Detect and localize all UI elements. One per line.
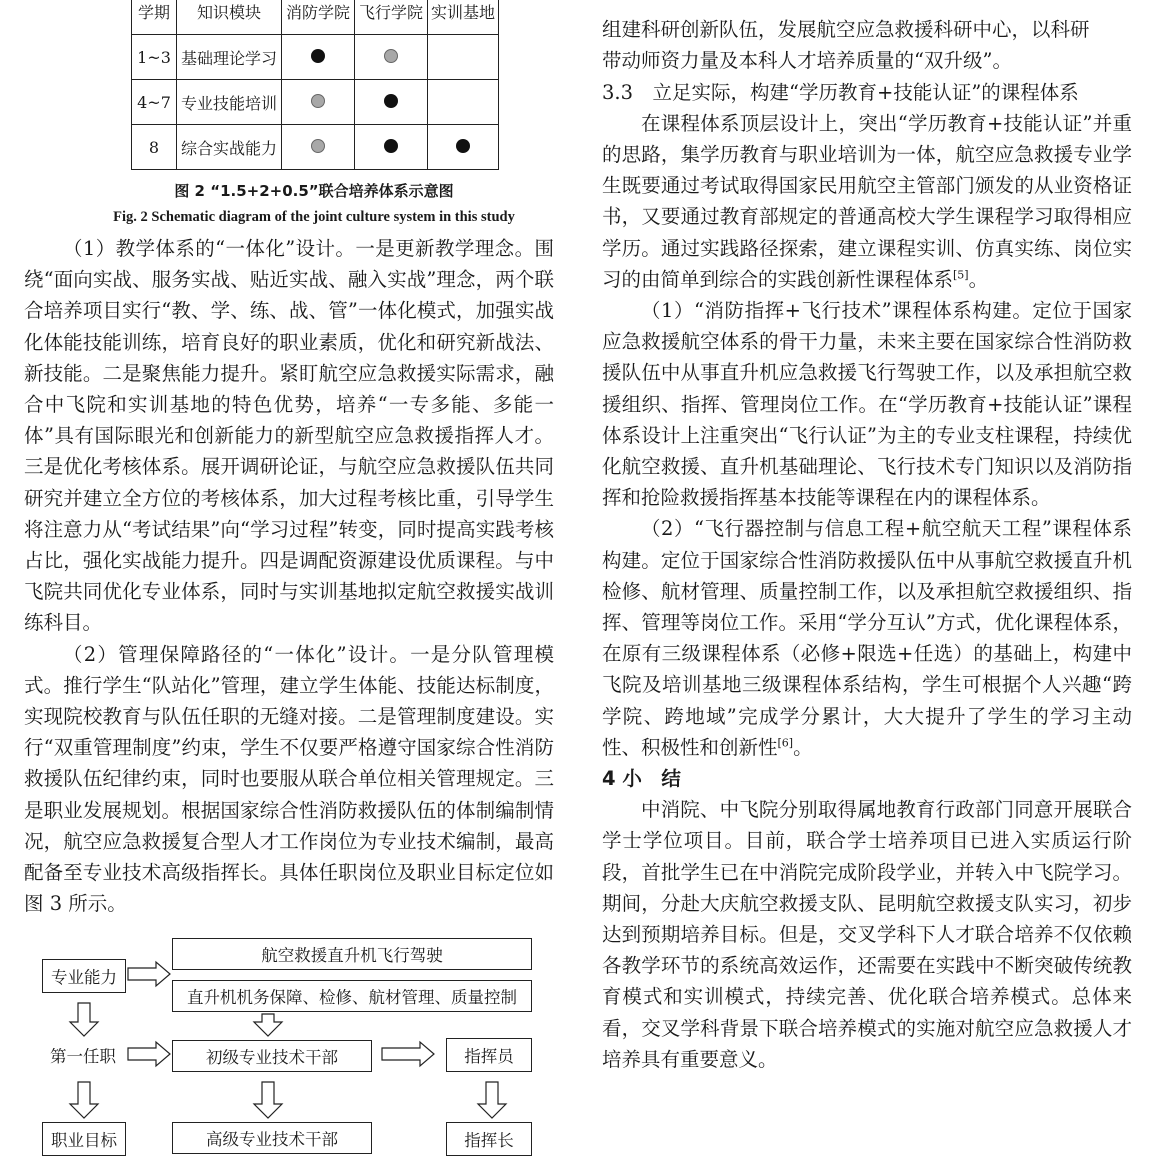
paragraph-aircraft-control: （2）“飞行器控制与信息工程+航空航天工程”课程体系构建。定位于国家综合性消防救援队伍中从事航空救援直升机检修、航材管理、质量控制工作，以及承担航空救援组织、指挥、管理等岗位工作。采用“学分互认”方式，优化课程体系，在原有三级课程体系（必修+限选+任选）的基础上，构建中飞院及培训基地三级课程体系结构，学生可根据个人兴趣“跨学院、跨地域”完成学分累计，大大提升了学生的学习主动性、积极性和创新性[6]。 [602, 517, 1132, 759]
text-line: 组建科研创新队伍，发展航空应急救援科研中心，以科研 [602, 18, 1090, 42]
box-maintenance-support: 直升机机务保障、检修、航材管理、质量控制 [172, 980, 532, 1012]
gray-dot-icon [384, 49, 398, 63]
term-cell: 4~7 [132, 80, 177, 125]
module-cell: 综合实战能力 [177, 125, 282, 170]
box-junior-technical-cadre: 初级专业技术干部 [172, 1040, 372, 1072]
gray-dot-icon [311, 94, 325, 108]
filled-dot-icon [384, 94, 398, 108]
paragraph-summary: 中消院、中飞院分别取得属地教育行政部门同意开展联合学士学位项目。目前，联合学士培养项目已进入实质运行阶段，首批学生已在中消院完成阶段学业，并转入中飞院学习。期间，分赴大庆航空救援支队、昆明航空救援支队实习，初步达到预期培养目标。但是，交叉学科下人才联合培养不仅依赖各教学环节的系统高效运作，还需要在实践中不断突破传统教育模式和实训模式，持续完善、优化联合培养模式。总体来看，交叉学科背景下联合培养模式的实施对航空应急救援人才培养具有重要意义。 [602, 798, 1132, 1071]
label-first-job: 第一任职 [50, 1047, 116, 1066]
filled-dot-icon [311, 49, 325, 63]
box-professional-ability: 专业能力 [42, 959, 126, 993]
table-row [132, 80, 499, 125]
box-career-goal: 职业目标 [42, 1122, 126, 1156]
fig3-diagram [24, 930, 554, 1150]
dot-cell [428, 125, 499, 170]
dot-cell [282, 80, 355, 125]
fig2-caption-en: Fig. 2 Schematic diagram of the joint culture system in this study [113, 209, 515, 225]
dot-cell [355, 80, 428, 125]
header-cell: 飞行学院 [355, 0, 428, 35]
box-chief-commander: 指挥长 [446, 1122, 532, 1156]
fig2-caption-cn: 图 2 “1.5+2+0.5”联合培养体系示意图 [174, 182, 454, 200]
left-text-block [24, 233, 554, 919]
table-header-row [132, 0, 499, 35]
right-column [602, 0, 1132, 1075]
paragraph-management-path: （2）管理保障路径的“一体化”设计。一是分队管理模式。推行学生“队站化”管理，建立学生体能、技能达标制度，实现院校教育与队伍任职的无缝对接。二是管理制度建设。实行“双重管理制度”约束，学生不仅要严格遵守国家综合性消防救援队伍纪律约束，同时也要服从联合单位相关管理规定。三是职业发展规划。根据国家综合性消防救援队伍的体制编制情况，航空应急救援复合型人才工作岗位为专业技术编制，最高配备至专业技术高级指挥长。具体任职岗位及职业目标定位如图 3 所示。 [24, 642, 554, 916]
dot-cell [428, 80, 499, 125]
dot-cell [355, 35, 428, 80]
paragraph-text: （2）“飞行器控制与信息工程+航空航天工程”课程体系构建。定位于国家综合性消防救援队伍中从事航空救援直升机检修、航材管理、质量控制工作，以及承担航空救援组织、指挥、管理等岗位工作。采用“学分互认”方式，优化课程体系，在原有三级课程体系（必修+限选+任选）的基础上，构建中飞院及培训基地三级课程体系结构，学生可根据个人兴趣“跨学院、跨地域”完成学分累计，大大提升了学生的学习主动性、积极性和创新性 [602, 517, 1132, 759]
paragraph-curriculum-design: 在课程体系顶层设计上，突出“学历教育+技能认证”并重的思路，集学历教育与职业培训为一体，航空应急救援专业学生既要通过考试取得国家民用航空主管部门颁发的从业资格证书，又要通过教育部规定的普通高校大学生课程学习取得相应学历。通过实践路径探索，建立课程实训、仿真实练、岗位实习的由简单到综合的实践创新性课程体系[5]。 [602, 111, 1132, 291]
module-cell: 专业技能培训 [177, 80, 282, 125]
module-cell: 基础理论学习 [177, 35, 282, 80]
filled-dot-icon [456, 139, 470, 153]
table-row [132, 35, 499, 80]
paragraph-teaching-system: （1）教学体系的“一体化”设计。一是更新教学理念。围绕“面向实战、服务实战、贴近实战、融入实战”理念，两个联合培养项目实行“教、学、练、战、管”一体化模式，加强实战化体能技能训练，培育良好的职业素质，优化和研究新战法、新技能。二是聚焦能力提升。紧盯航空应急救援实际需求，融合中飞院和实训基地的特色优势，培养“一专多能、多能一体”具有国际眼光和创新能力的新型航空应急救援指挥人才。三是优化考核体系。展开调研论证，与航空应急救援队伍共同研究并建立全方位的考核体系，加大过程考核比重，引导学生将注意力从“考试结果”向“学习过程”转变，同时提高实践考核占比，强化实战能力提升。四是调配资源建设优质课程。与中飞院共同优化专业体系，同时与实训基地拟定航空救援实战训练科目。 [24, 237, 554, 635]
filled-dot-icon [384, 139, 398, 153]
box-helicopter-pilot: 航空救援直升机飞行驾驶 [172, 938, 532, 970]
dot-cell [428, 35, 499, 80]
section-heading-3-3: 3.3 立足实际，构建“学历教育+技能认证”的课程体系 [602, 80, 1079, 104]
box-senior-technical-cadre: 高级专业技术干部 [172, 1122, 372, 1154]
paragraph-fire-command-flight: （1）“消防指挥+飞行技术”课程体系构建。定位于国家应急救援航空体系的骨干力量，未来主要在国家综合性消防救援队伍中从事直升机应急救援飞行驾驶工作，以及承担航空救援组织、指挥、管理岗位工作。在“学历教育+技能认证”课程体系设计上注重突出“飞行认证”为主的专业支柱课程，持续优化航空救援、直升机基础理论、飞行技术专门知识以及消防指挥和抢险救援指挥基本技能等课程在内的课程体系。 [602, 299, 1132, 510]
dot-cell [282, 125, 355, 170]
partial-line-top [602, 0, 1132, 14]
header-cell: 知识模块 [177, 0, 282, 35]
gray-dot-icon [311, 139, 325, 153]
section-heading-4: 4 小 结 [602, 767, 681, 791]
table-row [132, 125, 499, 170]
fig2-table [131, 0, 499, 170]
box-commander: 指挥员 [446, 1038, 532, 1072]
header-cell: 学期 [132, 0, 177, 35]
text-line: 带动师资力量及本科人才培养质量的“双升级”。 [602, 49, 1012, 73]
term-cell: 8 [132, 125, 177, 170]
header-cell: 实训基地 [428, 0, 499, 35]
paragraph-text: 在课程体系顶层设计上，突出“学历教育+技能认证”并重的思路，集学历教育与职业培训为一体，航空应急救援专业学生既要通过考试取得国家民用航空主管部门颁发的从业资格证书，又要通过教育部规定的普通高校大学生课程学习取得相应学历。通过实践路径探索，建立课程实训、仿真实练、岗位实习的由简单到综合的实践创新性课程体系 [602, 111, 1132, 291]
citation: [6] [777, 736, 794, 750]
dot-cell [282, 35, 355, 80]
term-cell: 1~3 [132, 35, 177, 80]
header-cell: 消防学院 [282, 0, 355, 35]
dot-cell [355, 125, 428, 170]
citation: [5] [953, 268, 969, 282]
left-column [24, 0, 554, 1150]
